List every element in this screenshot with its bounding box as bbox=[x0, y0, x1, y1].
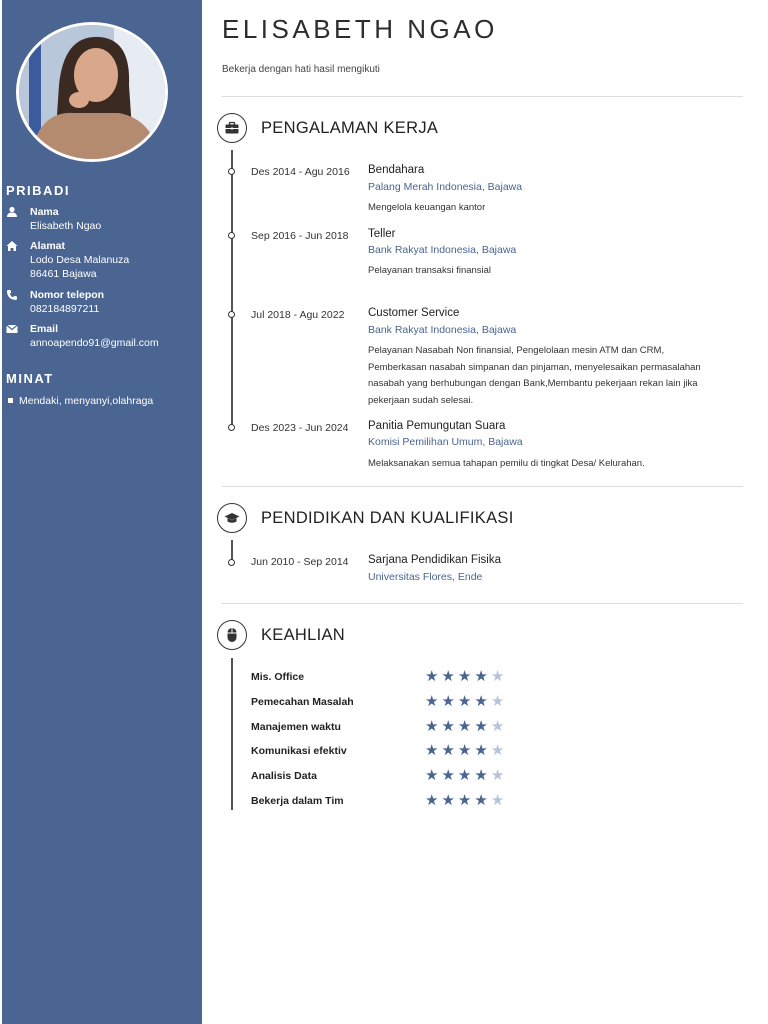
star-icon: ★ bbox=[425, 792, 442, 809]
experience-role: Bendahara bbox=[368, 164, 425, 176]
graduation-cap-icon bbox=[224, 510, 240, 526]
skill-name: Komunikasi efektiv bbox=[251, 745, 347, 757]
star-icon: ★ bbox=[490, 668, 508, 685]
star-icon: ★ bbox=[490, 693, 508, 710]
star-icon: ★ bbox=[425, 668, 442, 685]
divider bbox=[222, 603, 743, 604]
experience-desc: Mengelola keuangan kantor bbox=[368, 202, 486, 213]
skills-section-icon bbox=[217, 620, 247, 650]
skill-rating bbox=[425, 793, 507, 808]
star-icon: ★ bbox=[474, 742, 491, 759]
star-icon: ★ bbox=[490, 792, 508, 809]
star-icon: ★ bbox=[474, 693, 491, 710]
mouse-icon bbox=[224, 627, 240, 643]
skill-name: Pemecahan Masalah bbox=[251, 696, 354, 708]
education-title: PENDIDIKAN DAN KUALIFIKASI bbox=[261, 509, 514, 527]
star-icon: ★ bbox=[474, 767, 491, 784]
star-icon: ★ bbox=[457, 668, 475, 685]
experience-timeline bbox=[231, 150, 233, 428]
star-icon: ★ bbox=[490, 767, 508, 784]
personal-address-label: Alamat bbox=[30, 240, 66, 252]
profile-photo bbox=[16, 22, 168, 162]
star-icon: ★ bbox=[490, 742, 508, 759]
education-degree: Sarjana Pendidikan Fisika bbox=[368, 554, 501, 566]
personal-phone-label: Nomor telepon bbox=[30, 289, 105, 301]
phone-icon bbox=[6, 289, 18, 301]
experience-desc: Pelayanan transaksi finansial bbox=[368, 265, 492, 276]
experience-role: Teller bbox=[368, 228, 396, 240]
skill-name: Manajemen waktu bbox=[251, 721, 341, 733]
email-icon bbox=[6, 323, 18, 335]
experience-date: Des 2023 - Jun 2024 bbox=[251, 422, 349, 434]
star-icon: ★ bbox=[474, 718, 491, 735]
tagline: Bekerja dengan hati hasil mengikuti bbox=[222, 64, 380, 75]
personal-heading: PRIBADI bbox=[6, 183, 70, 198]
star-icon: ★ bbox=[441, 792, 458, 809]
star-icon: ★ bbox=[425, 767, 442, 784]
star-icon: ★ bbox=[457, 742, 475, 759]
sidebar bbox=[2, 0, 202, 1024]
star-icon: ★ bbox=[441, 668, 458, 685]
timeline-dot bbox=[228, 168, 235, 175]
person-icon bbox=[6, 206, 18, 218]
divider bbox=[222, 486, 743, 487]
star-icon: ★ bbox=[441, 742, 458, 759]
experience-org: Bank Rakyat Indonesia, Bajawa bbox=[368, 324, 517, 336]
timeline-dot bbox=[228, 559, 235, 566]
star-icon: ★ bbox=[441, 693, 458, 710]
star-icon: ★ bbox=[474, 668, 491, 685]
interests-item bbox=[6, 395, 153, 407]
star-icon: ★ bbox=[457, 792, 475, 809]
timeline-dot bbox=[228, 424, 235, 431]
experience-section-icon bbox=[217, 113, 247, 143]
skill-rating bbox=[425, 768, 507, 783]
skill-name: Mis. Office bbox=[251, 671, 305, 683]
bullet-icon bbox=[8, 398, 13, 403]
skill-name: Analisis Data bbox=[251, 770, 317, 782]
star-icon: ★ bbox=[425, 693, 442, 710]
skill-name: Bekerja dalam Tim bbox=[251, 795, 344, 807]
experience-role: Panitia Pemungutan Suara bbox=[368, 420, 506, 432]
personal-phone-value: 082184897211 bbox=[30, 303, 100, 315]
timeline-dot bbox=[228, 311, 235, 318]
experience-org: Komisi Pemilihan Umum, Bajawa bbox=[368, 436, 523, 448]
star-icon: ★ bbox=[490, 718, 508, 735]
experience-date: Sep 2016 - Jun 2018 bbox=[251, 230, 349, 242]
resume-name: ELISABETH NGAO bbox=[222, 14, 498, 44]
skills-title: KEAHLIAN bbox=[261, 626, 346, 644]
interests-text: Mendaki, menyanyi,olahraga bbox=[19, 395, 154, 407]
timeline-dot bbox=[228, 232, 235, 239]
education-section-icon bbox=[217, 503, 247, 533]
interests-heading: MINAT bbox=[6, 371, 54, 386]
skill-rating bbox=[425, 719, 507, 734]
star-icon: ★ bbox=[474, 792, 491, 809]
experience-date: Des 2014 - Agu 2016 bbox=[251, 166, 350, 178]
skill-rating bbox=[425, 694, 507, 709]
experience-title: PENGALAMAN KERJA bbox=[261, 119, 439, 137]
skills-timeline bbox=[231, 658, 233, 810]
profile-photo-illustration bbox=[19, 25, 165, 159]
briefcase-icon bbox=[224, 120, 240, 136]
personal-address-value: Lodo Desa Malanuza 86461 Bajawa bbox=[30, 254, 130, 280]
star-icon: ★ bbox=[441, 718, 458, 735]
star-icon: ★ bbox=[457, 767, 475, 784]
personal-name-label: Nama bbox=[30, 206, 59, 218]
experience-role: Customer Service bbox=[368, 307, 460, 319]
personal-email-label: Email bbox=[30, 323, 59, 335]
personal-email-value: annoapendo91@gmail.com bbox=[30, 337, 159, 349]
education-school: Universitas Flores, Ende bbox=[368, 571, 483, 583]
experience-org: Bank Rakyat Indonesia, Bajawa bbox=[368, 244, 517, 256]
experience-desc: Melaksanakan semua tahapan pemilu di tingkat Desa/ Kelurahan. bbox=[368, 458, 645, 469]
divider bbox=[222, 96, 743, 97]
personal-name-value: Elisabeth Ngao bbox=[30, 220, 102, 232]
star-icon: ★ bbox=[441, 767, 458, 784]
star-icon: ★ bbox=[425, 742, 442, 759]
education-date: Jun 2010 - Sep 2014 bbox=[251, 556, 349, 568]
skill-rating bbox=[425, 743, 507, 758]
skill-rating bbox=[425, 669, 507, 684]
experience-date: Jul 2018 - Agu 2022 bbox=[251, 309, 345, 321]
experience-org: Palang Merah Indonesia, Bajawa bbox=[368, 181, 523, 193]
experience-desc: Pelayanan Nasabah Non finansial, Pengelolaan mesin ATM dan CRM, Pemberkasan nasabah simpanan dan pinjaman, menyelesaikan permasalahan nasabah yang berhubungan dengan Bank,Membantu pekerjaan rekan lain jika pekerjaan sudah selesai. bbox=[368, 345, 701, 406]
star-icon: ★ bbox=[425, 718, 442, 735]
home-icon bbox=[6, 240, 18, 252]
star-icon: ★ bbox=[457, 693, 475, 710]
star-icon: ★ bbox=[457, 718, 475, 735]
